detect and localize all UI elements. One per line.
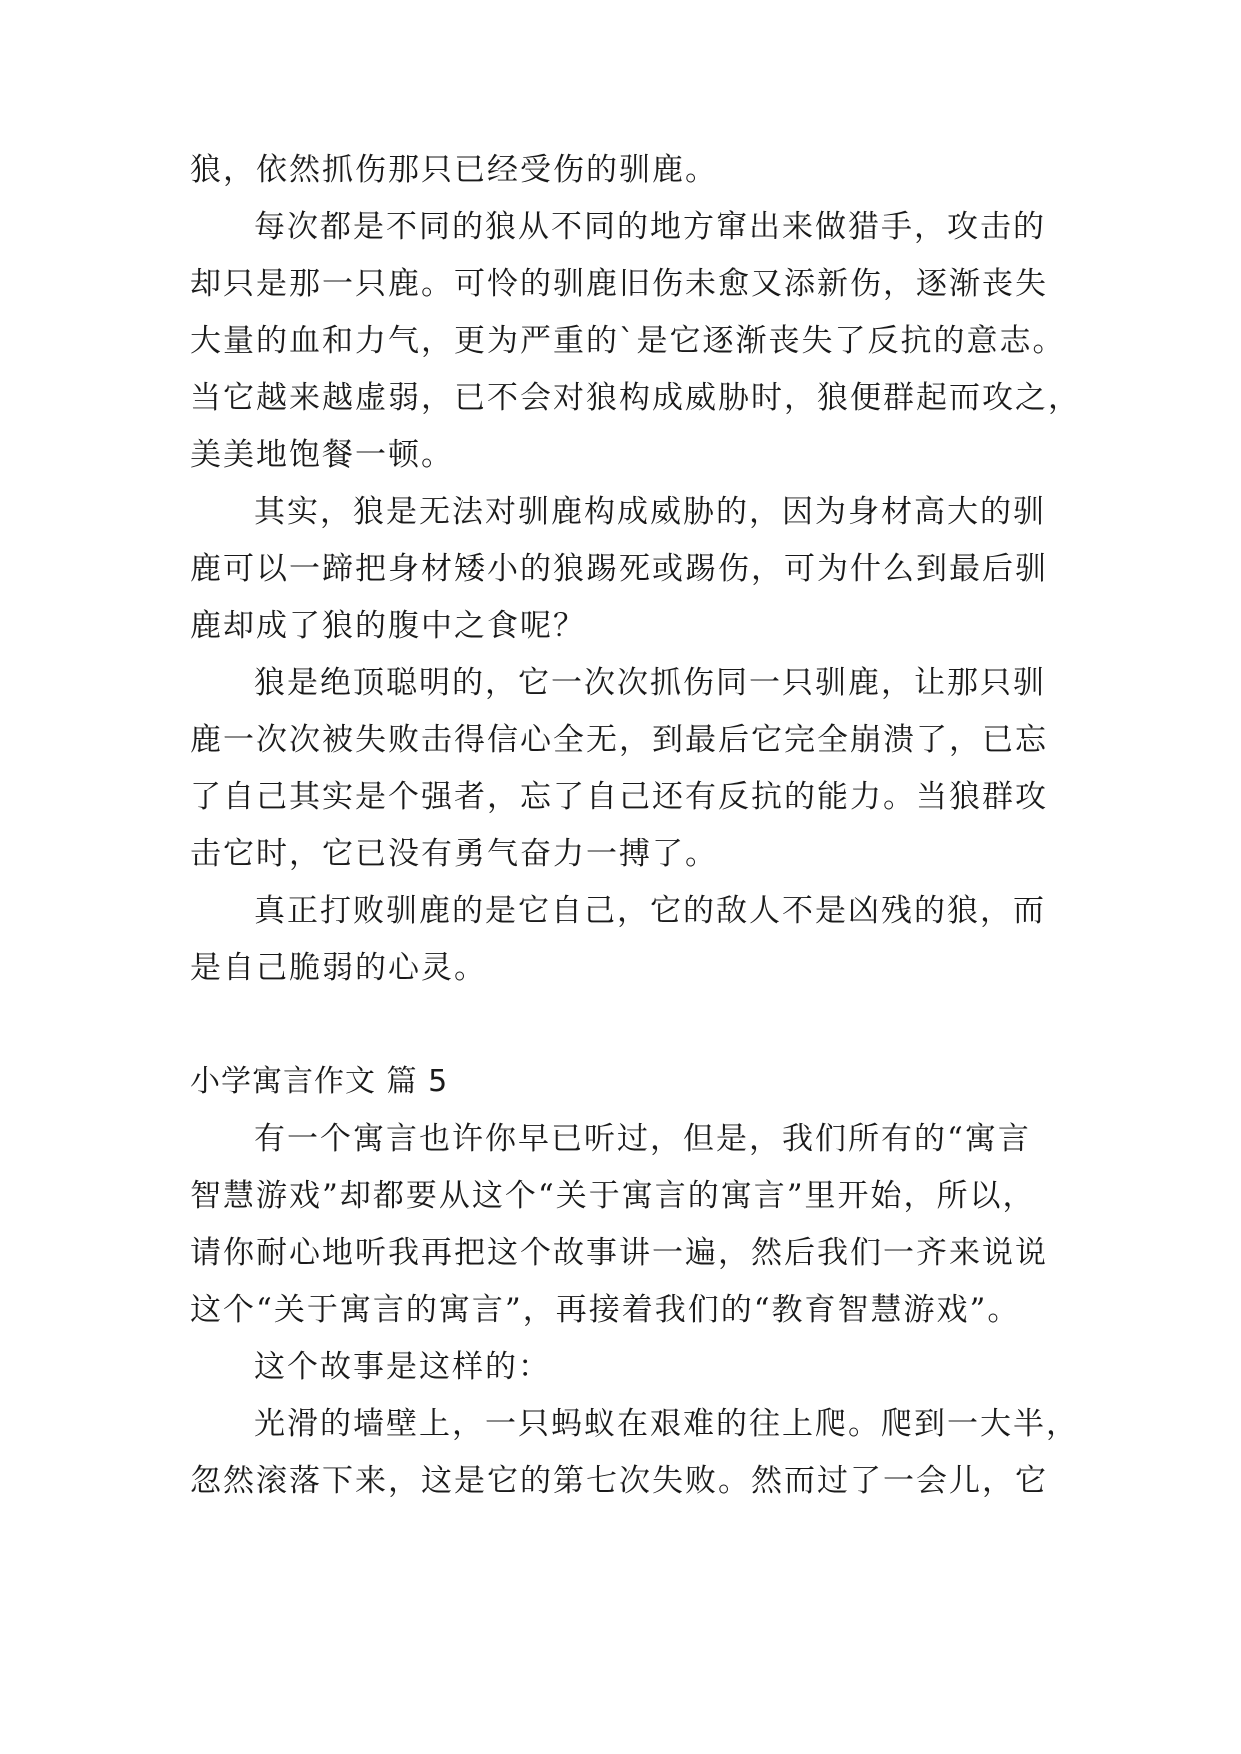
text-line: 鹿却成了狼的腹中之食呢？ — [190, 608, 586, 644]
text-line: 鹿可以一蹄把身材矮小的狼踢死或踢伤，可为什么到最后驯 — [190, 551, 1048, 587]
text-line: 这个“关于寓言的寓言”，再接着我们的“教育智慧游戏”。 — [190, 1292, 1021, 1328]
paragraph-start: 每次都是不同的狼从不同的地方窜出来做猎手，攻击的 — [254, 209, 1046, 245]
text-line: 大量的血和力气，更为严重的`是它逐渐丧失了反抗的意志。 — [190, 323, 1066, 359]
text-line: 狼，依然抓伤那只已经受伤的驯鹿。 — [190, 152, 718, 188]
text-line: 了自己其实是个强者，忘了自己还有反抗的能力。当狼群攻 — [190, 779, 1048, 815]
section-heading: 小学寓言作文 篇 5 — [190, 1064, 449, 1099]
paragraph-start: 有一个寓言也许你早已听过，但是，我们所有的“寓言 — [254, 1121, 1031, 1157]
paragraph-start: 真正打败驯鹿的是它自己，它的敌人不是凶残的狼，而 — [254, 893, 1046, 929]
text-line: 击它时，它已没有勇气奋力一搏了。 — [190, 836, 718, 872]
text-line: 请你耐心地听我再把这个故事讲一遍，然后我们一齐来说说 — [190, 1235, 1048, 1271]
paragraph-start: 这个故事是这样的： — [254, 1349, 551, 1385]
paragraph-start: 光滑的墙壁上，一只蚂蚁在艰难的往上爬。爬到一大半， — [254, 1406, 1079, 1442]
text-line: 智慧游戏”却都要从这个“关于寓言的寓言”里开始，所以， — [190, 1178, 1036, 1214]
text-line: 鹿一次次被失败击得信心全无，到最后它完全崩溃了，已忘 — [190, 722, 1048, 758]
paragraph-start: 狼是绝顶聪明的，它一次次抓伤同一只驯鹿，让那只驯 — [254, 665, 1046, 701]
paragraph-start: 其实，狼是无法对驯鹿构成威胁的，因为身材高大的驯 — [254, 494, 1046, 530]
text-line: 美美地饱餐一顿。 — [190, 437, 454, 473]
text-line: 忽然滚落下来，这是它的第七次失败。然而过了一会儿，它 — [190, 1463, 1048, 1499]
text-line: 却只是那一只鹿。可怜的驯鹿旧伤未愈又添新伤，逐渐丧失 — [190, 266, 1048, 302]
text-line: 是自己脆弱的心灵。 — [190, 950, 487, 986]
text-line: 当它越来越虚弱，已不会对狼构成威胁时，狼便群起而攻之， — [190, 380, 1081, 416]
